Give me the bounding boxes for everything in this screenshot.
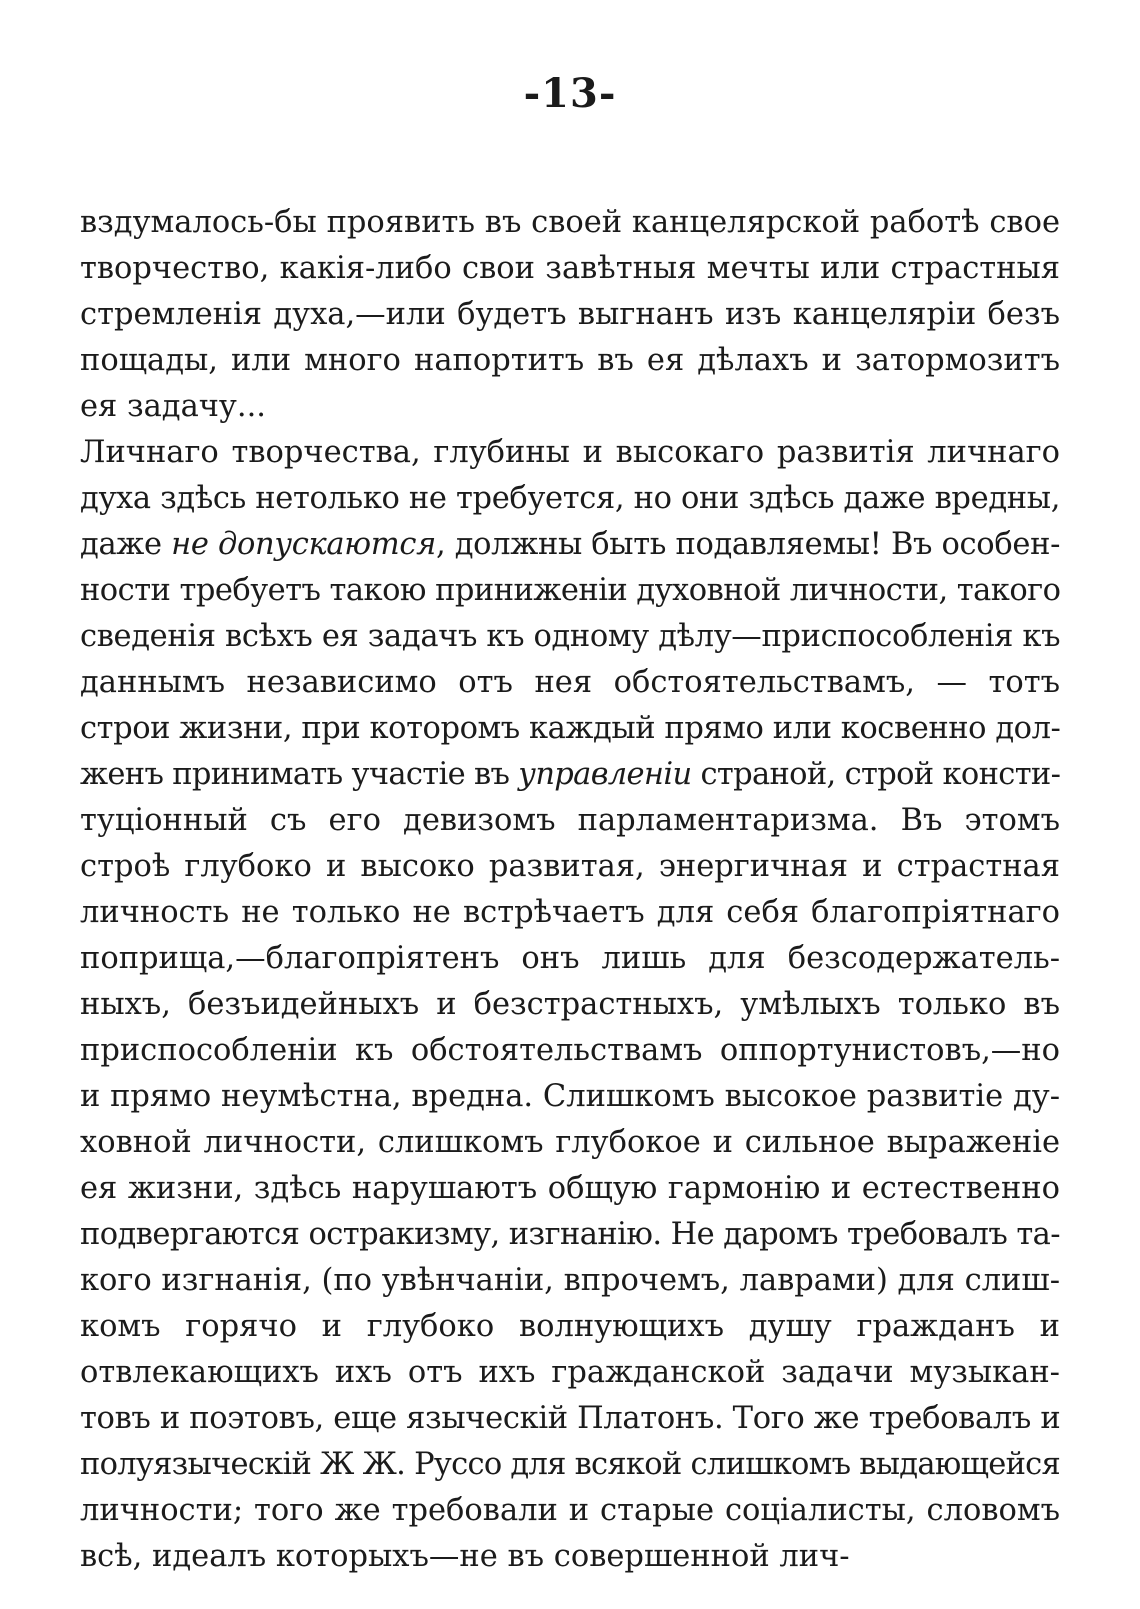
text-line: товъ и поэтовъ, еще языческій Платонъ. Того же требовалъ и xyxy=(80,1401,1061,1436)
text-line: духа здѣсь нетолько не требуется, но они здѣсь даже вредны, xyxy=(80,481,1061,516)
text-line: стремленія духа,—или будетъ выгнанъ изъ канцеляріи безъ xyxy=(80,297,1060,332)
text-line: подвергаются остракизму, изгнанію. Не даромъ требовалъ та- xyxy=(80,1217,1060,1252)
text-segment: страной, строй консти- xyxy=(691,757,1061,792)
text-line: кого изгнанія, (по увѣнчаніи, впрочемъ, лаврами) для слиш- xyxy=(80,1263,1060,1298)
text-line: пощады, или много напортитъ въ ея дѣлахъ и затормозитъ xyxy=(80,343,1060,378)
text-line: строи жизни, при которомъ каждый прямо или косвенно дол- xyxy=(80,711,1061,746)
text-line: личности; того же требовали и старые соціалисты, словомъ xyxy=(80,1493,1060,1528)
text-line: строѣ глубоко и высоко развитая, энергичная и страстная xyxy=(80,849,1060,884)
emphasis-text: управленіи xyxy=(518,757,692,792)
text-line: сведенія всѣхъ ея задачъ къ одному дѣлу—приспособленія къ xyxy=(80,619,1061,654)
body-text xyxy=(80,200,1060,1580)
text-segment: , должны быть подавляемы! Въ особен- xyxy=(435,527,1061,562)
text-line: туціонный съ его девизомъ парламентаризма. Въ этомъ xyxy=(80,803,1060,838)
text-segment: даже xyxy=(80,527,172,562)
text-line: всѣ, идеалъ которыхъ—не въ совершенной лич- xyxy=(80,1539,850,1574)
text-line xyxy=(80,522,1060,568)
text-line: даннымъ независимо отъ нея обстоятельствамъ, — тотъ xyxy=(80,665,1060,700)
text-line: поприща,—благопріятенъ онъ лишь для безсодержатель- xyxy=(80,941,1060,976)
text-line: и прямо неумѣстна, вредна. Слишкомъ высокое развитіе ду- xyxy=(80,1079,1060,1114)
text-line: ея задачу... xyxy=(80,389,266,424)
text-line: вздумалось-бы проявить въ своей канцелярской работѣ свое xyxy=(80,205,1060,240)
text-line: приспособленіи къ обстоятельствамъ оппортунистовъ,—но xyxy=(80,1033,1060,1068)
text-line: Личнаго творчества, глубины и высокаго развитія личнаго xyxy=(80,435,1060,470)
text-line: ховной личности, слишкомъ глубокое и сильное выраженіе xyxy=(80,1125,1060,1160)
text-line: личность не только не встрѣчаетъ для себя благопріятнаго xyxy=(80,895,1060,930)
emphasis-text: не допускаются xyxy=(171,527,436,562)
page-number: -13- xyxy=(523,70,617,117)
text-line: полуязыческій Ж Ж. Руссо для всякой слишкомъ выдающейся xyxy=(80,1447,1061,1482)
text-line: ности требуетъ такою приниженіи духовной личности, такого xyxy=(80,573,1061,608)
text-line: творчество, какія-либо свои завѣтныя мечты или страстныя xyxy=(80,251,1060,286)
text-line: ныхъ, безъидейныхъ и безстрастныхъ, умѣлыхъ только въ xyxy=(80,987,1060,1022)
text-segment: женъ принимать участіе въ xyxy=(80,757,519,792)
text-line: отвлекающихъ ихъ отъ ихъ гражданской задачи музыкан- xyxy=(80,1355,1060,1390)
text-line: комъ горячо и глубоко волнующихъ душу гражданъ и xyxy=(80,1309,1060,1344)
text-line: ея жизни, здѣсь нарушаютъ общую гармонію и естественно xyxy=(80,1171,1060,1206)
text-line xyxy=(80,752,1060,798)
